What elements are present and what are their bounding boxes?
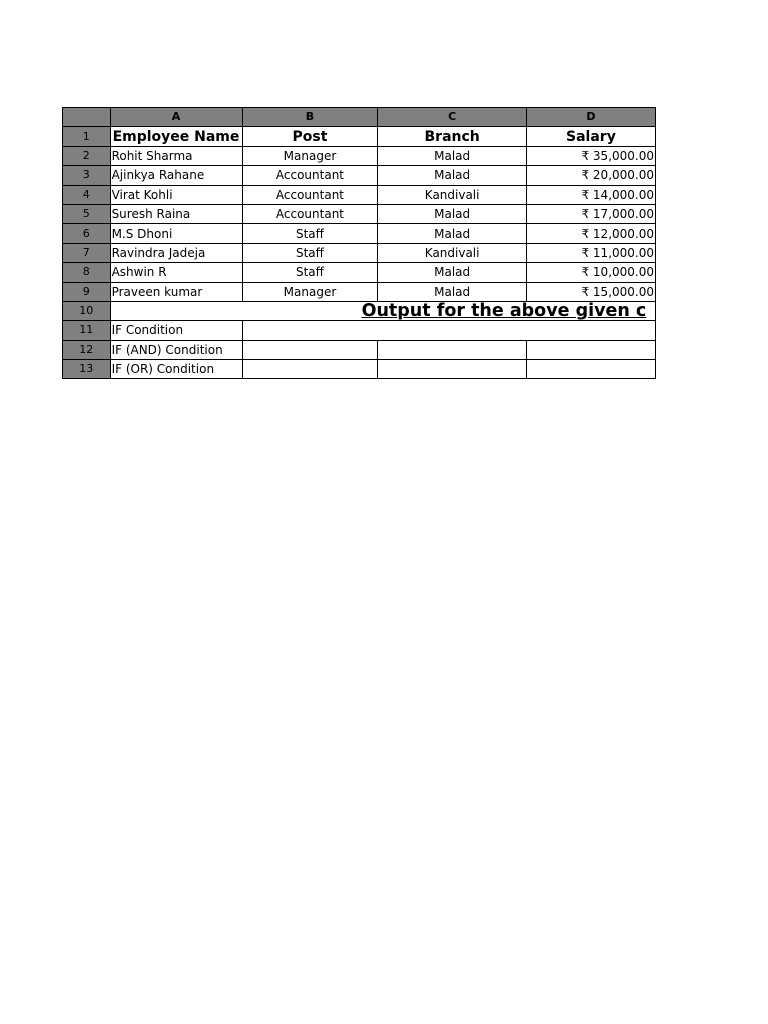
post-cell[interactable]: Accountant <box>242 204 378 223</box>
salary-cell[interactable]: ₹ 15,000.00 <box>526 282 655 301</box>
post-cell[interactable]: Accountant <box>242 166 378 185</box>
post-cell[interactable]: Manager <box>242 146 378 165</box>
condition-label[interactable]: IF (OR) Condition <box>110 360 242 379</box>
data-grid <box>62 107 656 379</box>
salary-cell[interactable]: ₹ 10,000.00 <box>526 263 655 282</box>
row-header[interactable]: 8 <box>63 263 111 282</box>
header-post[interactable]: Post <box>242 127 378 146</box>
row-header[interactable]: 3 <box>63 166 111 185</box>
salary-cell[interactable]: ₹ 35,000.00 <box>526 146 655 165</box>
employee-name-cell[interactable]: Rohit Sharma <box>110 146 242 165</box>
salary-cell[interactable]: ₹ 20,000.00 <box>526 166 655 185</box>
table-row <box>63 243 656 262</box>
row-header[interactable]: 2 <box>63 146 111 165</box>
row-header[interactable]: 7 <box>63 243 111 262</box>
branch-cell[interactable]: Kandivali <box>378 185 526 204</box>
salary-cell[interactable]: ₹ 17,000.00 <box>526 204 655 223</box>
salary-cell[interactable]: ₹ 14,000.00 <box>526 185 655 204</box>
employee-name-cell[interactable]: Ajinkya Rahane <box>110 166 242 185</box>
employee-name-cell[interactable]: Ashwin R <box>110 263 242 282</box>
column-header-b[interactable]: B <box>242 108 378 127</box>
table-row <box>63 224 656 243</box>
column-header-row <box>63 108 656 127</box>
employee-name-cell[interactable]: Praveen kumar <box>110 282 242 301</box>
corner-cell[interactable] <box>63 108 111 127</box>
salary-cell[interactable]: ₹ 12,000.00 <box>526 224 655 243</box>
branch-cell[interactable]: Malad <box>378 204 526 223</box>
employee-name-cell[interactable]: Ravindra Jadeja <box>110 243 242 262</box>
condition-row <box>63 360 656 379</box>
condition-result-cell[interactable] <box>526 340 655 359</box>
condition-label[interactable]: IF (AND) Condition <box>110 340 242 359</box>
condition-label[interactable]: IF Condition <box>110 321 242 340</box>
condition-result-cell[interactable] <box>378 340 526 359</box>
branch-cell[interactable]: Malad <box>378 263 526 282</box>
row-header[interactable]: 13 <box>63 360 111 379</box>
condition-result-cell[interactable] <box>526 360 655 379</box>
table-row <box>63 166 656 185</box>
header-salary[interactable]: Salary <box>526 127 655 146</box>
row-header[interactable]: 5 <box>63 204 111 223</box>
table-row <box>63 282 656 301</box>
branch-cell[interactable]: Malad <box>378 224 526 243</box>
column-header-c[interactable]: C <box>378 108 526 127</box>
branch-cell[interactable]: Malad <box>378 146 526 165</box>
condition-result-cell[interactable] <box>242 340 378 359</box>
row-header[interactable]: 10 <box>63 301 111 320</box>
table-row <box>63 146 656 165</box>
table-row <box>63 204 656 223</box>
condition-result-cell[interactable] <box>242 321 655 340</box>
spreadsheet <box>62 107 656 385</box>
post-cell[interactable]: Staff <box>242 243 378 262</box>
post-cell[interactable]: Accountant <box>242 185 378 204</box>
post-cell[interactable]: Staff <box>242 224 378 243</box>
condition-row <box>63 321 656 340</box>
row-header[interactable]: 11 <box>63 321 111 340</box>
row-header[interactable]: 6 <box>63 224 111 243</box>
table-row <box>63 185 656 204</box>
header-row <box>63 127 656 146</box>
branch-cell[interactable]: Malad <box>378 282 526 301</box>
employee-name-cell[interactable]: Suresh Raina <box>110 204 242 223</box>
salary-cell[interactable]: ₹ 11,000.00 <box>526 243 655 262</box>
row-header[interactable]: 4 <box>63 185 111 204</box>
header-employee-name[interactable]: Employee Name <box>110 127 242 146</box>
row-header[interactable]: 1 <box>63 127 111 146</box>
column-header-a[interactable]: A <box>110 108 242 127</box>
branch-cell[interactable]: Kandivali <box>378 243 526 262</box>
output-row <box>63 301 656 320</box>
condition-row <box>63 340 656 359</box>
row-header[interactable]: 9 <box>63 282 111 301</box>
table-row <box>63 263 656 282</box>
employee-name-cell[interactable]: M.S Dhoni <box>110 224 242 243</box>
output-heading[interactable]: Output for the above given c <box>110 301 655 320</box>
row-header[interactable]: 12 <box>63 340 111 359</box>
branch-cell[interactable]: Malad <box>378 166 526 185</box>
column-header-d[interactable]: D <box>526 108 655 127</box>
post-cell[interactable]: Manager <box>242 282 378 301</box>
employee-name-cell[interactable]: Virat Kohli <box>110 185 242 204</box>
condition-result-cell[interactable] <box>378 360 526 379</box>
condition-result-cell[interactable] <box>242 360 378 379</box>
post-cell[interactable]: Staff <box>242 263 378 282</box>
header-branch[interactable]: Branch <box>378 127 526 146</box>
